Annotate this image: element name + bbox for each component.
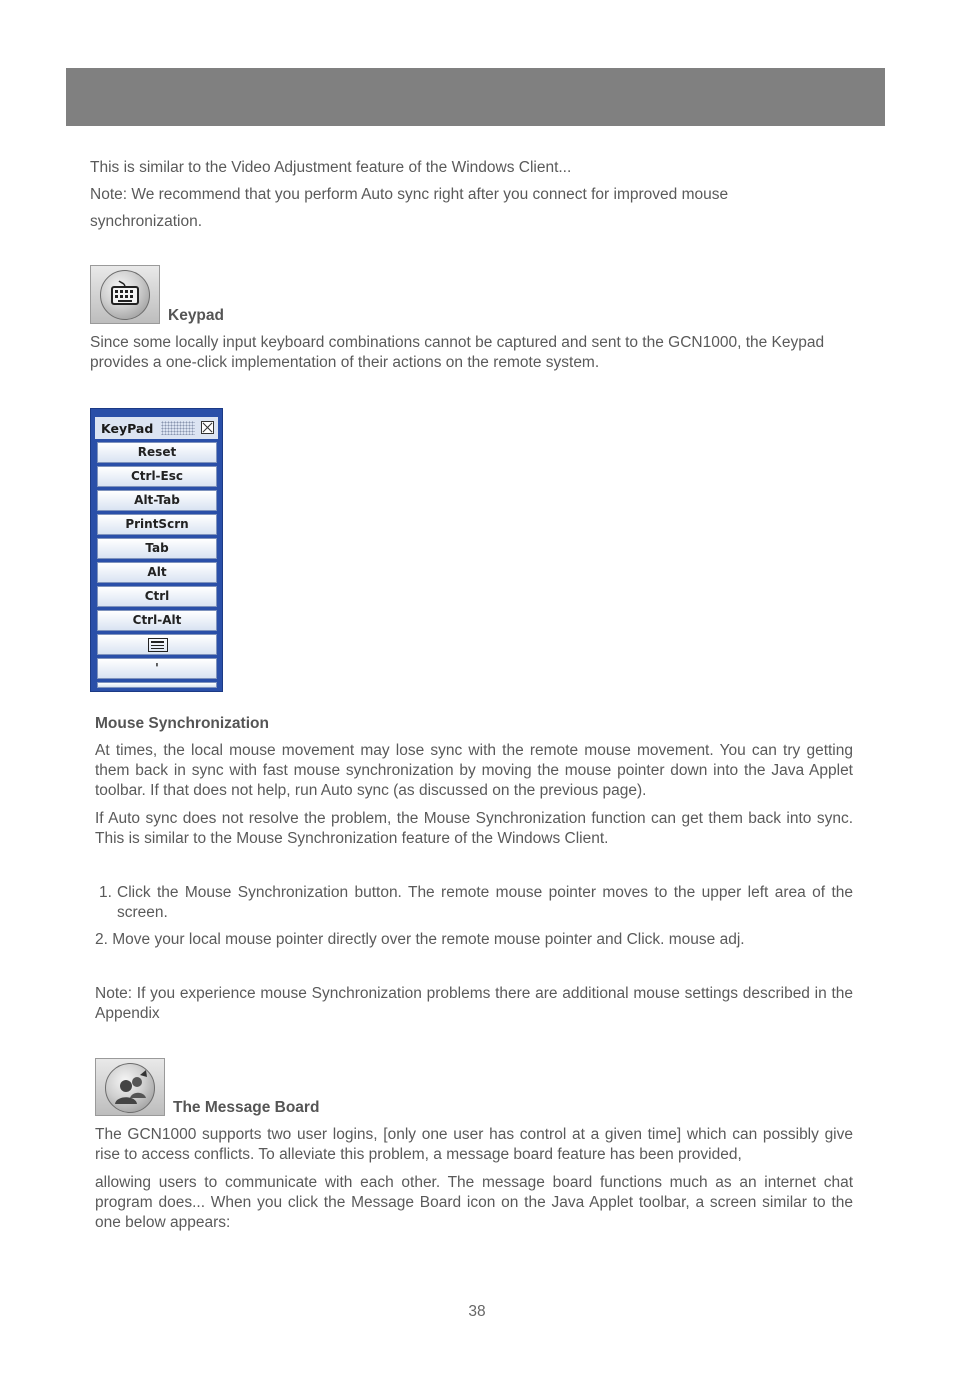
keypad-body: Since some locally input keyboard combinations cannot be captured and sent to the GCN1000, the Keypad provides a one-click implementation of their actions on the remote system.: [90, 334, 825, 371]
menu-key-icon: [148, 638, 168, 652]
message-board-icon: [105, 1063, 155, 1113]
keypad-ctrl-button[interactable]: Ctrl: [97, 586, 217, 607]
step-1-text: Click the Mouse Synchronization button. The remote mouse pointer moves to the upper left area of the screen.: [117, 884, 853, 921]
close-icon[interactable]: [201, 421, 214, 434]
keypad-title-bar[interactable]: [95, 417, 218, 439]
keypad-heading: Keypad: [168, 307, 224, 324]
step-1-number: 1.: [99, 884, 112, 901]
header-bar: [66, 68, 885, 126]
keypad-toolbar-icon: [90, 265, 160, 324]
keyboard-icon: [100, 270, 150, 320]
keypad-menu-key-button[interactable]: [97, 634, 217, 655]
mouse-sync-para-1: At times, the local mouse movement may lose sync with the remote mouse movement. You can try getting them back in sync with fast mouse synchronization by moving the mouse pointer down into the Java Applet toolbar. If that does not help, run Auto sync (as discussed on the previous page).: [95, 742, 853, 799]
drag-grip-icon[interactable]: [161, 421, 195, 435]
keypad-apostrophe-button[interactable]: ': [97, 658, 217, 679]
keypad-title: KeyPad: [101, 421, 154, 436]
mouse-sync-para-2: If Auto sync does not resolve the problem, the Mouse Synchronization function can get them back into sync. This is similar to the Mouse Synchronization feature of the Windows Client.: [95, 810, 853, 847]
keypad-scroll-edge: [97, 682, 217, 688]
keypad-alt-button[interactable]: Alt: [97, 562, 217, 583]
step-2-text: 2. Move your local mouse pointer directly over the remote mouse pointer and Click. mouse adj.: [95, 931, 745, 948]
message-board-heading: The Message Board: [173, 1099, 320, 1116]
message-board-para-2: allowing users to communicate with each other. The message board functions much as an internet chat program does... When you click the Message Board icon on the Java Applet toolbar, a screen similar to the one below appears:: [95, 1174, 853, 1231]
mouse-sync-note: Note: If you experience mouse Synchronization problems there are additional mouse settings described in the Appendix: [95, 985, 853, 1022]
mouse-sync-heading: Mouse Synchronization: [95, 715, 269, 732]
intro-line-1: This is similar to the Video Adjustment feature of the Windows Client...: [90, 159, 572, 176]
page-number: 38: [468, 1303, 486, 1320]
intro-line-2: Note: We recommend that you perform Auto sync right after you connect for improved mouse: [90, 186, 729, 203]
message-board-toolbar-icon: [95, 1058, 165, 1116]
keypad-printscrn-button[interactable]: PrintScrn: [97, 514, 217, 535]
keypad-window: [90, 408, 223, 692]
keypad-ctrl-esc-button[interactable]: Ctrl-Esc: [97, 466, 217, 487]
keypad-ctrl-alt-button[interactable]: Ctrl-Alt: [97, 610, 217, 631]
intro-line-3: synchronization.: [90, 213, 203, 230]
keypad-reset-button[interactable]: Reset: [97, 442, 217, 463]
keypad-tab-button[interactable]: Tab: [97, 538, 217, 559]
message-board-para-1: The GCN1000 supports two user logins, [only one user has control at a given time] which can possibly give rise to access conflicts. To alleviate this problem, a message board feature has been provided,: [95, 1126, 853, 1163]
keypad-alt-tab-button[interactable]: Alt-Tab: [97, 490, 217, 511]
